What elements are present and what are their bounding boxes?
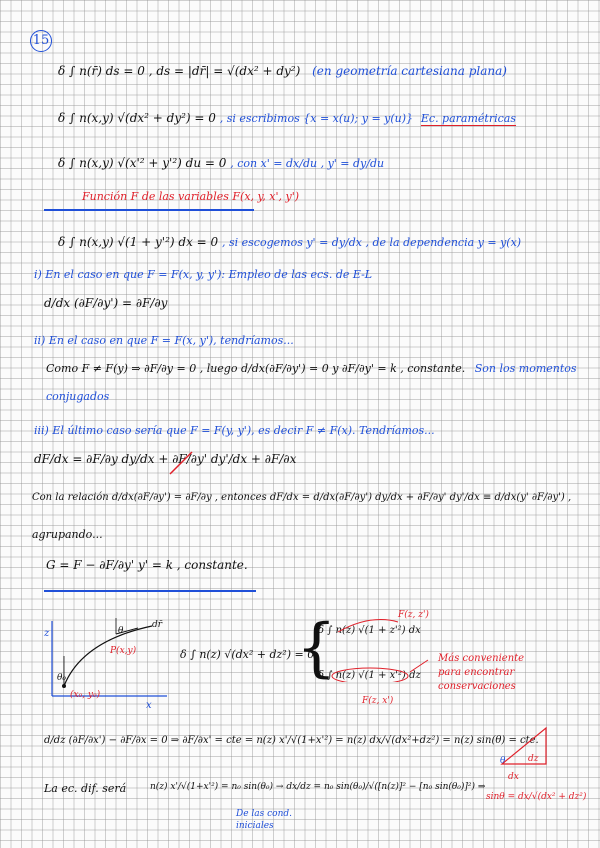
equation-4-note: , si escogemos y' = dy/dx , de la dependencia y = y(x) xyxy=(222,236,522,249)
equation-3-note: , con x' = dx/du , y' = dy/du xyxy=(230,157,385,170)
theta0-label: θ₀ xyxy=(57,673,67,683)
case-3-equation: dF/dx = ∂F/∂y dy/dx + ∂F/∂y' dy'/dx + ∂F/∂x xyxy=(34,452,297,466)
brace: { xyxy=(296,611,337,685)
function-f-label: Función F de las variables F(x, y, x', y') xyxy=(82,190,300,203)
parametric-eq-label: Ec. paramétricas xyxy=(420,112,516,125)
triangle-dx: dx xyxy=(508,772,519,782)
equation-4-expr: δ ∫ n(x,y) √(1 + y'²) dx = 0 xyxy=(58,235,219,249)
option-2: δ ∫ n(z) √(1 + x'²) dz xyxy=(318,670,421,681)
initial-conditions-note: De las cond. iniciales xyxy=(236,809,293,831)
agrupando-text: agrupando... xyxy=(32,528,103,541)
equation-7-lead: La ec. dif. será xyxy=(44,782,127,795)
equation-3-expr: δ ∫ n(x,y) √(x'² + y'²) du = 0 xyxy=(58,156,227,170)
case-3-label: iii) El último caso sería que F = F(y, y'), es decir F ≠ F(x). Tendríamos... xyxy=(34,424,435,437)
point-label: P(x,y) xyxy=(110,646,137,656)
case-2-equation xyxy=(46,362,577,375)
convenient-note: Más conveniente para encontrar conservaciones xyxy=(438,653,525,692)
equation-7: n(z) x'/√(1+x'²) = n₀ sin(θ₀) → dx/dz = n₀ sin(θ₀)/√([n(z)]² − [n₀ sin(θ₀)]²) ⇒ xyxy=(150,782,486,792)
option-2-tag: F(z, x') xyxy=(362,696,394,706)
case-3-relation: Con la relación d/dx(∂F/∂y') = ∂F/∂y , entonces dF/dx = d/dx(∂F/∂y') dy/dx + ∂F/∂y' dy'/dx ≡ d/dx(y' ∂F/∂y') , xyxy=(32,492,572,503)
equation-1 xyxy=(58,64,507,78)
equation-1-expr: δ ∫ n(r̄) ds = 0 , ds = |dr̄| = √(dx² + dy²) xyxy=(58,64,301,78)
conserved-quantity-g: G = F − ∂F/∂y' y' = k , constante. xyxy=(46,558,248,572)
problem-number-text: 15 xyxy=(32,33,50,48)
equation-2-expr: δ ∫ n(x,y) √(dx² + dy²) = 0 xyxy=(58,111,216,125)
crossed-term-mark xyxy=(166,448,196,478)
axis-x-label: x xyxy=(146,700,152,711)
option-annotation-strokes xyxy=(330,612,430,682)
option-1: δ ∫ n(z) √(1 + z'²) dx xyxy=(318,625,421,636)
dr-label: dr̄ xyxy=(152,620,163,630)
theta-label: θ xyxy=(118,626,124,636)
triangle-theta: θ xyxy=(500,756,506,766)
equation-3 xyxy=(58,156,384,170)
start-point-label: (x₀, y₀) xyxy=(70,690,101,700)
case-1-equation: d/dx (∂F/∂y') = ∂F/∂y xyxy=(44,296,168,310)
option-1-tag: F(z, z') xyxy=(398,610,429,620)
equation-2-note: , si escribimos {x = x(u); y = y(u)} xyxy=(219,112,414,125)
problem-number xyxy=(30,30,52,52)
sine-definition: sinθ = dx/√(dx² + dz²) xyxy=(486,792,587,802)
divider-1 xyxy=(44,209,254,211)
case-1-label: i) En el caso en que F = F(x, y, y'): Empleo de las ecs. de E-L xyxy=(34,268,373,281)
divider-2 xyxy=(44,590,256,592)
case-2-label: ii) En el caso en que F = F(x, y'), tendríamos... xyxy=(34,334,294,347)
equation-1-note: (en geometría cartesiana plana) xyxy=(312,64,507,78)
axis-z-label: z xyxy=(44,628,50,639)
triangle-dz: dz xyxy=(528,754,539,764)
case-2-expr: Como F ≠ F(y) ⇒ ∂F/∂y = 0 , luego d/dx(∂F/∂y') = 0 y ∂F/∂y' = k , constante. xyxy=(46,362,466,375)
case-2-note: Son los momentos xyxy=(474,362,577,375)
equation-2 xyxy=(58,111,516,125)
equation-4 xyxy=(58,235,521,249)
equation-5: δ ∫ n(z) √(dx² + dz²) = 0 xyxy=(180,648,315,661)
case-2-note-cont: conjugados xyxy=(46,390,110,403)
equation-6: d/dz (∂F/∂x') − ∂F/∂x = 0 ⇒ ∂F/∂x' = cte = n(z) x'/√(1+x'²) = n(z) dx/√(dx²+dz²) = n(z) sin(θ) = cte. xyxy=(44,735,539,746)
